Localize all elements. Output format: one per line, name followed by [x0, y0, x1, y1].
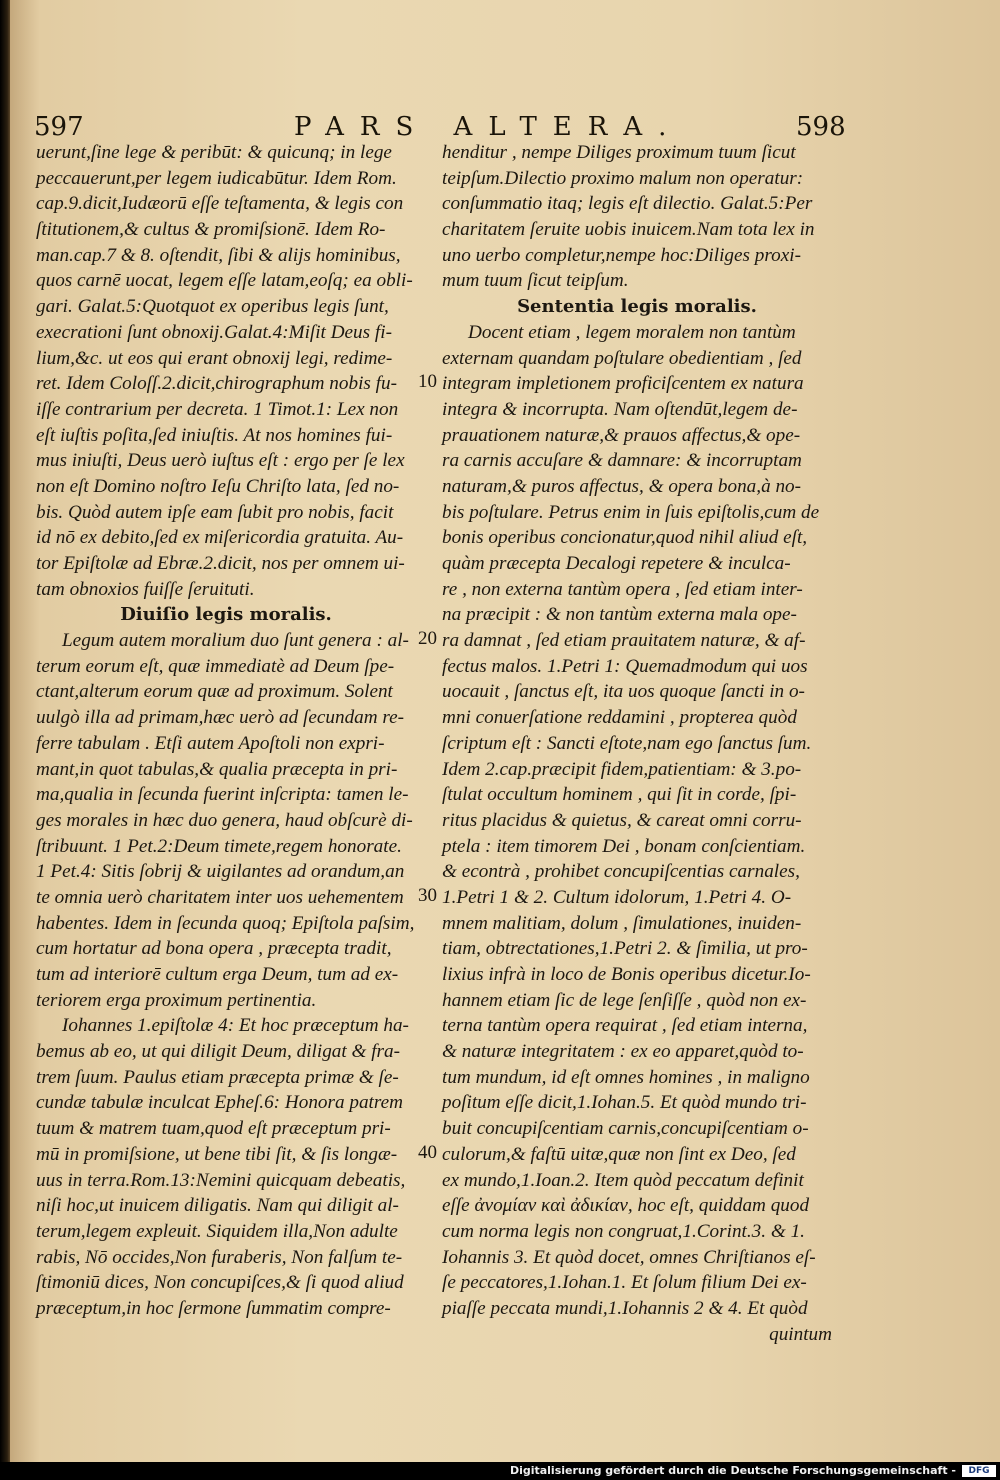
left-column-text-line: uulgò illa ad primam,hæc uerò ad ſecundam re- [36, 707, 405, 729]
right-column-text-line: ſcriptum eſt : Sancti eſtote,nam ego ſanctus ſum. [442, 732, 812, 754]
right-column-text-line: bis poſtulare. Petrus enim in ſuis epiſtolis,cum de [442, 501, 820, 523]
right-column-text-line: terna tantùm opera requirat , ſed etiam interna, [442, 1015, 808, 1037]
right-column-text-line: mnem malitiam, dolum , ſimulationes, inuiden- [442, 912, 802, 934]
right-column-text-line: poſitum eſſe dicit,1.Iohan.5. Et quòd mundo tri- [442, 1092, 807, 1114]
right-column-text-line: culorum,& faſtū uitæ,quæ non ſint ex Deo, ſed [442, 1143, 796, 1165]
right-column-text-line: ra carnis accuſare & damnare: & incorruptam [442, 450, 802, 472]
left-column-text-line: ctant,alterum eorum quæ ad proximum. Solent [36, 681, 393, 703]
left-column-text-line: Legum autem moralium duo ſunt genera : al- [62, 630, 409, 652]
right-column-text-line: integra & incorrupta. Nam oſtendūt,legem de- [442, 398, 798, 420]
left-column-text-line: uerunt,ſine lege & peribūt: & quicunq; in lege [36, 142, 392, 163]
right-column-text-line: integram impletionem proficiſcentem ex natura [442, 373, 804, 395]
right-column-text-line: externam quandam poſtulare obedientiam , ſed [442, 347, 802, 369]
right-column-text-line: lixius infrà in loco de Bonis operibus dicetur.Io- [442, 964, 811, 985]
left-column-text-line: ret. Idem Coloſſ.2.dicit,chirographum nobis fu- [36, 373, 397, 395]
page-number-right: 598 [796, 112, 846, 142]
left-column-text-line: iſſe contrarium per decreta. 1 Timot.1: Lex non [36, 398, 399, 420]
right-column-text-line: mum tuum ſicut teipſum. [442, 270, 629, 292]
left-column-text-line: ma,qualia in ſecunda fuerint inſcripta: tamen le- [36, 784, 409, 806]
right-column-text-line: teipſum.Dilectio proximo malum non operatur: [442, 167, 804, 189]
left-column-text-line: cundæ tabulæ inculcat Epheſ.6: Honora patrem [36, 1092, 404, 1114]
right-column-text-line: re , non externa tantùm opera , ſed etiam inter- [442, 578, 803, 600]
left-column-text-line: lium,&c. ut eos qui erant obnoxij legi, redime- [36, 347, 393, 369]
left-column-text-line: Iohannes 1.epiſtolæ 4: Et hoc præceptum ha- [62, 1015, 409, 1037]
right-column-text-line: quàm præcepta Decalogi repetere & inculca- [442, 553, 791, 574]
text-column-right [442, 140, 832, 1347]
left-column-text-line: mant,in quot tabulas,& qualia præcepta in pri- [36, 758, 398, 780]
right-column-text-line: & econtrà , prohibet concupiſcentias carnales, [442, 861, 800, 883]
right-column-text-line: tum mundum, id eſt omnes homines , in maligno [442, 1066, 810, 1088]
page-number-left: 597 [34, 112, 84, 142]
line-number: 10 [418, 371, 437, 393]
digitization-footer [0, 1462, 1000, 1480]
right-column-text-line: conſummatio itaq; legis eſt dilectio. Galat.5:Per [442, 193, 813, 215]
right-column-text-line: & naturæ integritatem : ex eo apparet,quòd to- [442, 1041, 804, 1063]
left-column-text-line: habentes. Idem in ſecunda quoq; Epiſtola paſsim, [36, 912, 415, 934]
left-column-text-line: mus iniuſti, Deus uerò iuſtus eſt : ergo per ſe lex [36, 450, 405, 472]
left-column-text-line: execrationi ſunt obnoxij.Galat.4:Miſit Deus fi- [36, 321, 392, 343]
left-column-text-line: ſtitutionem,& cultus & promiſsionē. Idem Ro- [36, 219, 386, 241]
right-column-text-line: naturam,& puros affectus, & opera bona,à no- [442, 475, 802, 497]
left-column-text-line: bemus ab eo, ut qui diligit Deum, diligat & fra- [36, 1041, 401, 1063]
left-column-text-line: gari. Galat.5:Quotquot ex operibus legis ſunt, [36, 296, 389, 318]
left-column-text-line: præceptum,in hoc ſermone ſummatim compre- [36, 1297, 391, 1319]
left-column-text-line: 1 Pet.4: Sitis ſobrij & uigilantes ad orandum,an [36, 861, 405, 883]
left-column-text-line: te omnia uerò charitatem inter uos uehementem [36, 886, 404, 908]
right-column-text-line: charitatem ſeruite uobis inuicem.Nam tota lex in [442, 219, 815, 241]
left-column-text-line: man.cap.7 & 8. oſtendit, ſibi & alijs hominibus, [36, 244, 401, 266]
left-column-text-line: terum,legem expleuit. Siquidem illa,Non adulte [36, 1220, 398, 1242]
right-column-text-line: ſe peccatores,1.Iohan.1. Et ſolum filium Dei ex- [442, 1272, 807, 1294]
line-number: 40 [418, 1142, 437, 1164]
left-column-text-line: id nō ex debito,ſed ex miſericordia gratuita. Au- [36, 527, 404, 549]
right-column-text-line: eſſe ἀνομίαν καὶ ἀδικίαν, hoc eſt, quiddam quod [442, 1195, 810, 1217]
left-column-text-line: tor Epiſtolæ ad Ebræ.2.dicit, nos per omnem ui- [36, 553, 405, 574]
right-column-text-line: Iohannis 3. Et quòd docet, omnes Chriſtianos eſ- [442, 1246, 816, 1268]
right-column-text-line: ex mundo,1.Ioan.2. Item quòd peccatum definit [442, 1169, 804, 1191]
right-column-text-line: henditur , nempe Diliges proximum tuum ſicut [442, 142, 796, 163]
left-column-text-line: ges morales in hæc duo genera, haud obſcurè di- [36, 809, 413, 831]
footer-credit-text: Digitalisierung gefördert durch die Deutsche Forschungsgemeinschaft - [509, 1464, 956, 1477]
left-column-text-line: peccauerunt,per legem iudicabūtur. Idem Rom. [36, 167, 397, 189]
left-column-text-line: terum eorum eſt, quæ immediatè ad Deum ſpe- [36, 655, 395, 677]
left-column-text-line: tam obnoxios fuiſſe ſeruituti. [36, 578, 255, 600]
left-column-text-line: mū in promiſsione, ut bene tibi ſit, & ſis longæ- [36, 1143, 398, 1165]
left-column-text-line: rabis, Nō occides,Non furaberis, Non falſum te- [36, 1246, 403, 1268]
left-column-text-line: non eſt Domino noſtro Ieſu Chriſto lata, ſed no- [36, 475, 400, 497]
right-column-text-line: 1.Petri 1 & 2. Cultum idolorum, 1.Petri 4. O- [442, 886, 792, 908]
dfg-logo: DFG [962, 1465, 996, 1477]
running-head: PARS ALTERA. [294, 112, 683, 142]
right-column-text-line: buit concupiſcentiam carnis,concupiſcentiam o- [442, 1118, 809, 1140]
right-column-text-line: ſtulat occultum hominem , qui ſit in corde, ſpi- [442, 784, 797, 806]
right-column-section-heading: Sententia legis moralis. [517, 296, 757, 318]
right-column-text-line: prauationem naturæ,& prauos affectus,& ope- [442, 424, 801, 446]
left-column-text-line: tum ad interiorē cultum erga Deum, tum ad ex- [36, 964, 399, 985]
left-column-text-line: ferre tabulam . Etſi autem Apoſtoli non expri- [36, 732, 385, 754]
left-column-text-line: ſtimoniū dices, Non concupiſces,& ſi quod aliud [36, 1272, 404, 1294]
right-column-text-line: na præcipit : & non tantùm externa mala ope- [442, 604, 797, 626]
book-page [10, 0, 1000, 1462]
right-column-text-line: uocauit , ſanctus eſt, ita uos quoque ſancti in o- [442, 681, 805, 703]
right-column-text-line: piaſſe peccata mundi,1.Iohannis 2 & 4. Et quòd [442, 1297, 808, 1319]
left-column-text-line: trem ſuum. Paulus etiam præcepta primæ & ſe- [36, 1066, 399, 1088]
right-column-text-line: uno uerbo completur,nempe hoc:Diliges proxi- [442, 244, 801, 266]
right-column-text-line: Docent etiam , legem moralem non tantùm [468, 321, 796, 343]
right-column-text-line: cum norma legis non congruat,1.Corint.3. & 1. [442, 1220, 805, 1242]
left-column-section-heading: Diuiſio legis moralis. [120, 604, 332, 626]
right-column-text-line: fectus malos. 1.Petri 1: Quemadmodum qui uos [442, 655, 808, 677]
right-column-text-line: bonis operibus concionatur,quod nihil aliud eſt, [442, 527, 808, 549]
left-column-text-line: cum hortatur ad bona opera , præcepta tradit, [36, 938, 392, 960]
left-column-text-line: cap.9.dicit,Iudæorū eſſe teſtamenta, & legis con [36, 193, 404, 215]
right-column-text-line: ra damnat , ſed etiam prauitatem naturæ, & af- [442, 630, 806, 652]
left-column-text-line: quos carnē uocat, legem eſſe latam,eoſq; ea obli- [36, 270, 413, 292]
left-column-text-line: bis. Quòd autem ipſe eam ſubit pro nobis, facit [36, 501, 394, 523]
left-column-text-line: ſtribuunt. 1 Pet.2:Deum timete,regem honorate. [36, 835, 402, 857]
left-column-text-line: niſi hoc,ut inuicem diligatis. Nam qui diligit al- [36, 1195, 399, 1217]
left-column-text-line: eſt iuſtis poſita,ſed iniuſtis. At nos homines fui- [36, 424, 393, 446]
text-column-left [36, 140, 416, 1322]
left-column-text-line: uus in terra.Rom.13:Nemini quicquam debeatis, [36, 1169, 406, 1191]
line-number: 20 [418, 628, 437, 650]
line-number: 30 [418, 885, 437, 907]
right-column-text-line: hannem etiam ſic de lege ſenſiſſe , quòd non ex- [442, 989, 807, 1011]
right-column-text-line: Idem 2.cap.præcipit fidem,patientiam: & 3.po- [442, 758, 802, 780]
left-column-text-line: tuum & matrem tuam,quod eſt præceptum pri- [36, 1118, 391, 1140]
right-column-text-line: ritus placidus & quietus, & careat omni corru- [442, 809, 802, 831]
right-column-text-line: mni conuerſatione reddamini , propterea quòd [442, 707, 797, 729]
right-column-text-line: ptela : item timorem Dei , bonam conſcientiam. [442, 835, 806, 857]
right-column-text-line: tiam, obtrectationes,1.Petri 2. & ſimilia, ut pro- [442, 938, 808, 960]
left-column-text-line: teriorem erga proximum pertinentia. [36, 989, 317, 1011]
right-column-text-line: quintum [769, 1323, 832, 1345]
